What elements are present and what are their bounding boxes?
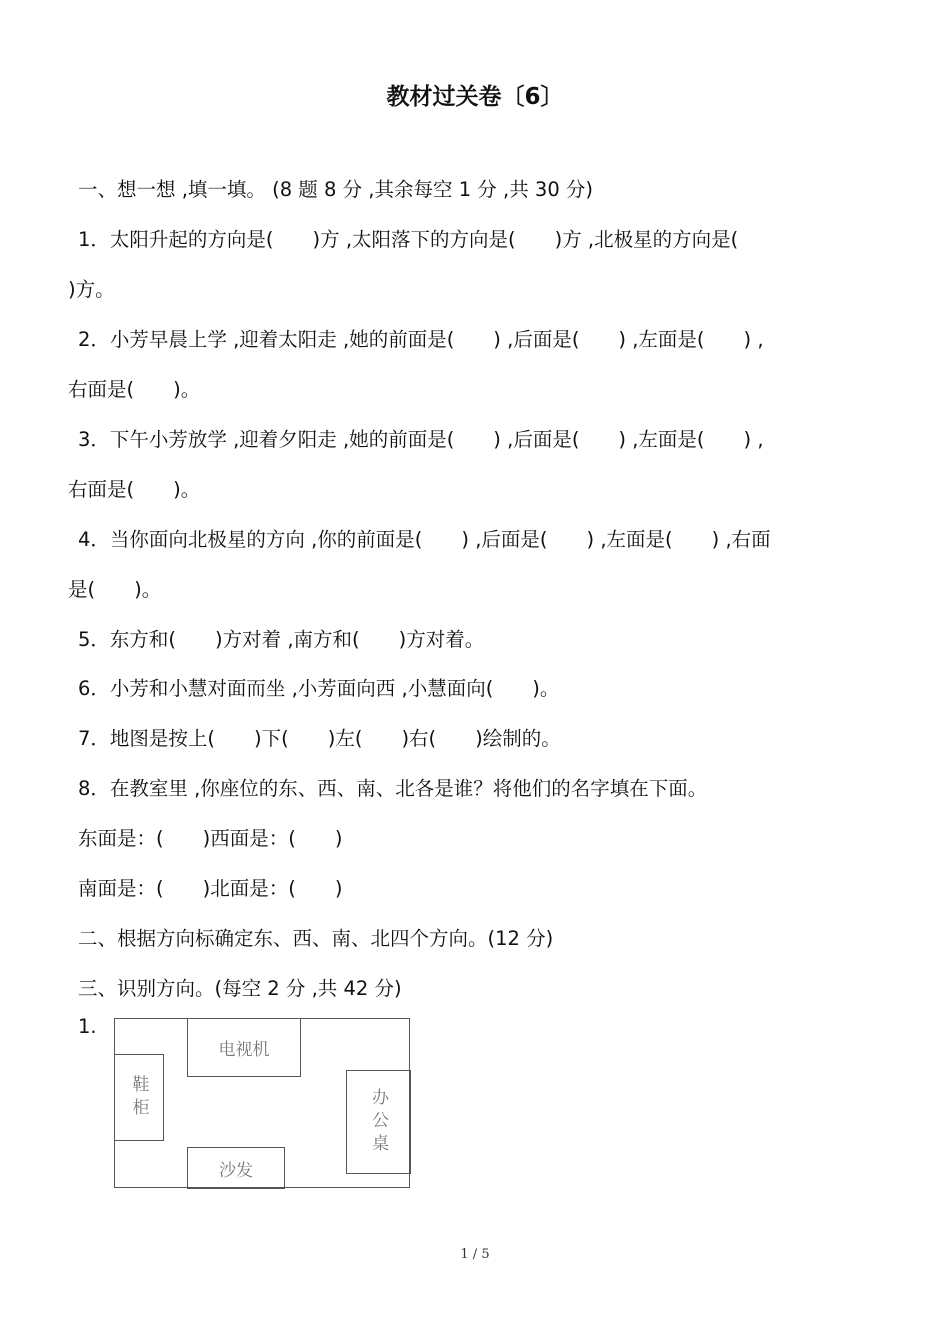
section-2-heading: 二、根据方向标确定东、西、南、北四个方向。(12 分) [78,927,554,950]
shoe-cabinet-box: 鞋柜 [114,1054,164,1141]
desk-box: 办公桌 [346,1070,411,1174]
room-diagram [114,1018,410,1188]
section-3-heading: 三、识别方向。(每空 2 分 ,共 42 分) [78,977,402,1000]
question-5: 5．东方和( )方对着 ,南方和( )方对着。 [78,628,485,651]
question-2-line-2: 右面是( )。 [68,378,201,401]
question-1-line-2: )方。 [68,278,115,301]
page-title: 教材过关卷〔6〕 [386,84,564,110]
section-3-question-1-number: 1. [78,1015,97,1038]
question-2-line-1: 2．小芳早晨上学 ,迎着太阳走 ,她的前面是( ) ,后面是( ) ,左面是( ) , [78,328,764,351]
question-3-line-1: 3．下午小芳放学 ,迎着夕阳走 ,她的前面是( ) ,后面是( ) ,左面是( ) , [78,428,764,451]
tv-box: 电视机 [187,1018,301,1077]
question-4-line-1: 4．当你面向北极星的方向 ,你的前面是( ) ,后面是( ) ,左面是( ) ,右面 [78,528,771,551]
question-8: 8．在教室里 ,你座位的东、西、南、北各是谁？将他们的名字填在下面。 [78,777,708,800]
question-8-south-north: 南面是：( )北面是：( ) [78,877,343,900]
question-8-east-west: 东面是：( )西面是：( ) [78,827,343,850]
page-number: 1 / 5 [460,1247,490,1262]
question-4-line-2: 是( )。 [68,578,162,601]
question-1-line-1: 1．太阳升起的方向是( )方 ,太阳落下的方向是( )方 ,北极星的方向是( [78,228,739,251]
question-7: 7．地图是按上( )下( )左( )右( )绘制的。 [78,727,561,750]
question-3-line-2: 右面是( )。 [68,478,201,501]
section-1-heading: 一、想一想 ,填一填。 (8 题 8 分 ,其余每空 1 分 ,共 30 分) [78,178,594,201]
question-6: 6．小芳和小慧对面而坐 ,小芳面向西 ,小慧面向( )。 [78,677,560,700]
sofa-box: 沙发 [187,1147,285,1189]
